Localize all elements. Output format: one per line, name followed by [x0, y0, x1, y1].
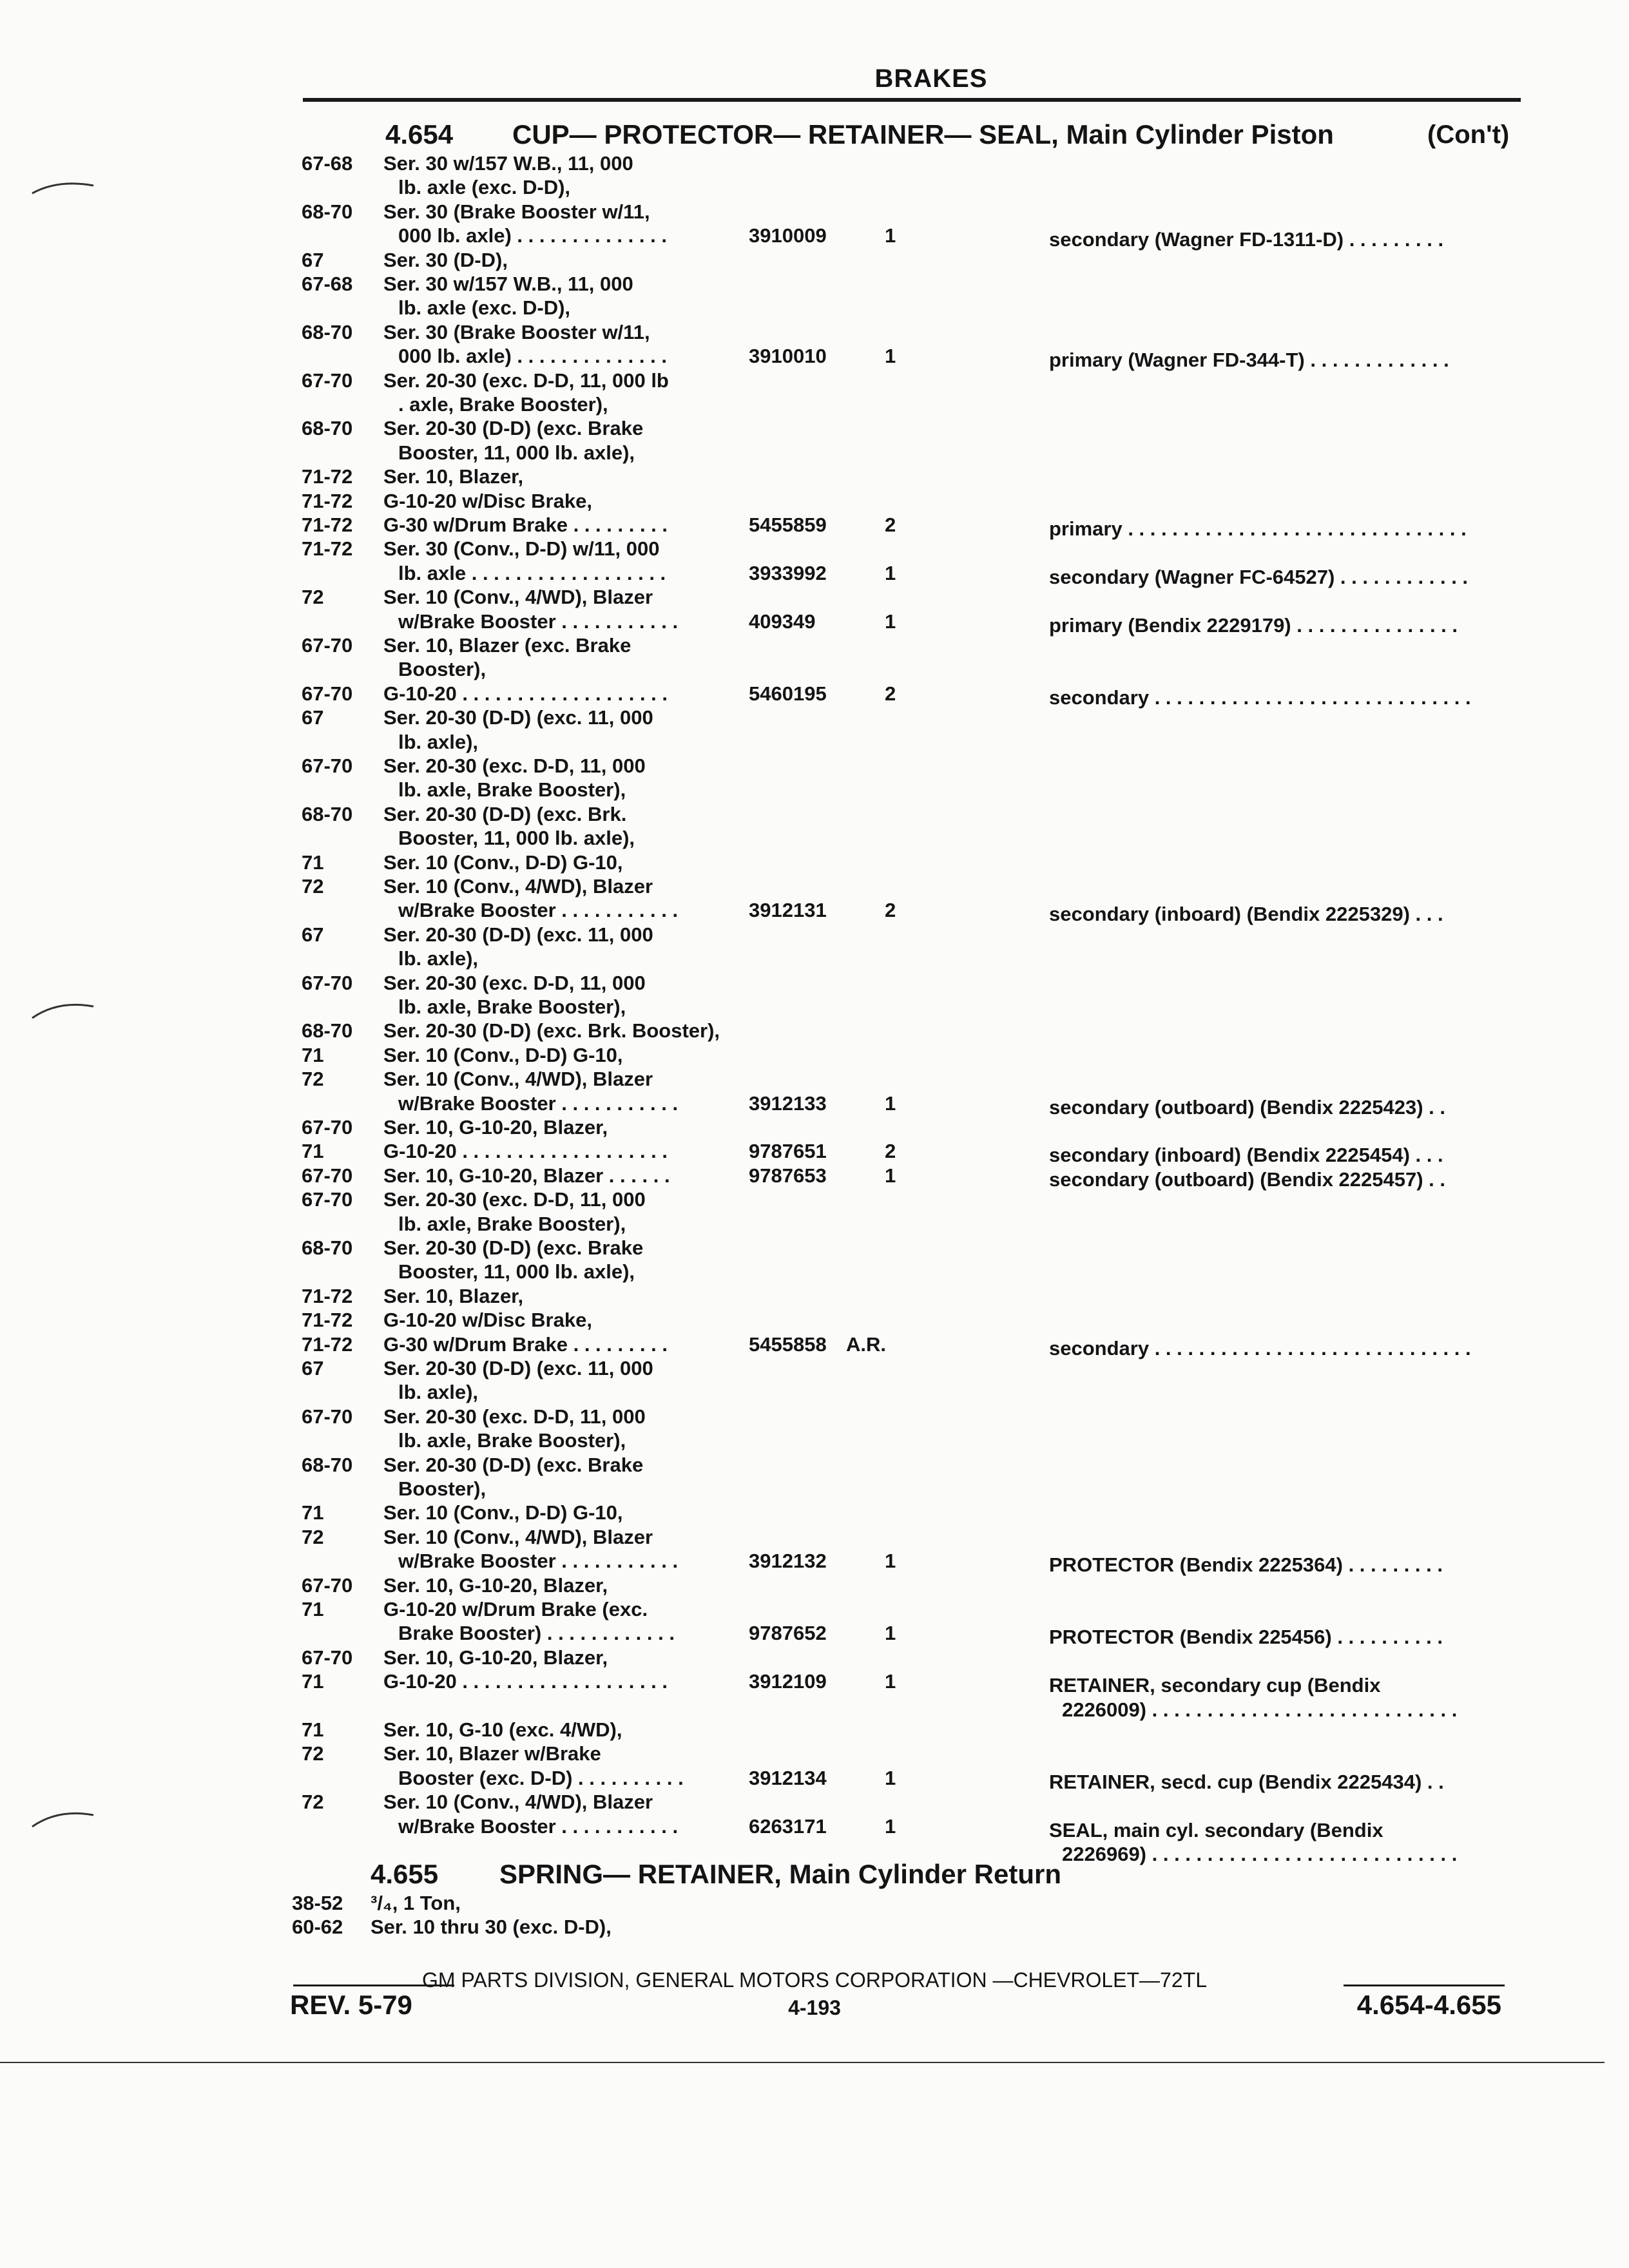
year-range: 71-72 — [302, 1284, 353, 1307]
application-description: . axle, Brake Booster), — [398, 393, 608, 416]
section-title: CUP— PROTECTOR— RETAINER— SEAL, Main Cylinder Piston — [512, 119, 1334, 149]
part-number: 5455858 — [749, 1332, 827, 1356]
application-description: G-30 w/Drum Brake . . . . . . . . . — [383, 514, 668, 536]
year-range: 67-70 — [302, 1405, 353, 1428]
part-number: 5460195 — [749, 682, 827, 705]
section2-number: 4.655 — [371, 1859, 439, 1889]
quantity: 1 — [885, 224, 896, 247]
application-description: Ser. 20-30 (D-D) (exc. Brk. — [383, 802, 627, 825]
part-description: primary (Wagner FD-344-T) . . . . . . . . . . . . . — [1049, 349, 1449, 372]
application-description: Ser. 20-30 (D-D) (exc. 11, 000 — [383, 706, 653, 729]
application-description: Ser. 30 (Brake Booster w/11, — [383, 320, 650, 343]
part-description: secondary . . . . . . . . . . . . . . . . . . . . . . . . . . . . . — [1049, 1336, 1471, 1360]
page-header-title: BRAKES — [874, 64, 988, 93]
part-number: 3912134 — [749, 1766, 827, 1789]
application-description: G-10-20 . . . . . . . . . . . . . . . . . . . — [383, 682, 668, 705]
application-description: Ser. 10, G-10-20, Blazer, — [383, 1116, 608, 1139]
application-description: lb. axle), — [398, 730, 479, 753]
application-description: G-10-20 . . . . . . . . . . . . . . . . . . . — [383, 1670, 668, 1693]
quantity: 1 — [885, 345, 896, 368]
year-range: 72 — [302, 875, 324, 898]
year-range: 67 — [302, 248, 324, 271]
application-description: lb. axle), — [398, 947, 479, 970]
quantity: 2 — [885, 514, 896, 536]
year-range: 72 — [302, 1791, 324, 1814]
footer-page-number: 4-193 — [788, 1996, 841, 2019]
part-number: 3912132 — [749, 1550, 827, 1573]
part-number: 9787651 — [749, 1140, 827, 1163]
year-range: 67-70 — [302, 682, 353, 705]
quantity: 1 — [885, 1550, 896, 1573]
year-range: 71 — [302, 1043, 324, 1066]
year-range: 67 — [302, 923, 324, 946]
part-number: 3912131 — [749, 899, 827, 922]
year-range: 71 — [302, 1598, 324, 1620]
quantity: 1 — [885, 1766, 896, 1789]
part-description: secondary (outboard) (Bendix 2225457) . . — [1049, 1168, 1446, 1191]
year-range: 71-72 — [302, 465, 353, 488]
application-description: ³/₄, 1 Ton, — [371, 1892, 461, 1914]
quantity: 1 — [885, 1091, 896, 1115]
binder-hole-mark — [26, 174, 103, 213]
year-range: 67-70 — [302, 1116, 353, 1139]
application-description: Ser. 20-30 (exc. D-D, 11, 000 — [383, 754, 646, 777]
year-range: 68-70 — [302, 1453, 353, 1476]
part-number: 9787652 — [749, 1622, 827, 1645]
application-description: Ser. 10 (Conv., 4/WD), Blazer — [383, 1791, 653, 1814]
year-range: 71 — [302, 1670, 324, 1693]
application-description: Ser. 10, G-10-20, Blazer . . . . . . — [383, 1164, 670, 1187]
part-description: RETAINER, secd. cup (Bendix 2225434) . . — [1049, 1770, 1444, 1793]
year-range: 71 — [302, 1140, 324, 1163]
part-number: 9787653 — [749, 1164, 827, 1187]
application-description: Ser. 30 w/157 W.B., 11, 000 — [383, 273, 633, 295]
application-description: w/Brake Booster . . . . . . . . . . . — [398, 610, 679, 633]
application-description: lb. axle, Brake Booster), — [398, 1212, 626, 1235]
footer-rule-right — [1344, 1984, 1505, 1986]
year-range: 68-70 — [302, 1236, 353, 1259]
section2-title: SPRING— RETAINER, Main Cylinder Return — [499, 1859, 1061, 1889]
application-description: lb. axle . . . . . . . . . . . . . . . . . . — [398, 561, 666, 584]
part-number: 409349 — [749, 610, 816, 633]
part-description: PROTECTOR (Bendix 2225364) . . . . . . . . . — [1049, 1553, 1443, 1577]
year-range: 67-68 — [302, 152, 353, 175]
application-description: Booster, 11, 000 lb. axle), — [398, 827, 635, 850]
footer-publisher: GM PARTS DIVISION, GENERAL MOTORS CORPORATION —CHEVROLET—72TL — [422, 1968, 1207, 1992]
part-number: 3910009 — [749, 224, 827, 247]
application-description: Ser. 30 w/157 W.B., 11, 000 — [383, 152, 633, 175]
application-description: Booster, 11, 000 lb. axle), — [398, 441, 635, 464]
year-range: 60-62 — [292, 1916, 343, 1939]
year-range: 68-70 — [302, 1019, 353, 1043]
application-description: Ser. 20-30 (D-D) (exc. 11, 000 — [383, 923, 653, 946]
application-description: Ser. 10, Blazer w/Brake — [383, 1742, 601, 1765]
binder-hole-mark — [26, 992, 103, 1031]
part-description: secondary (inboard) (Bendix 2225329) . . . — [1049, 903, 1443, 926]
header-rule — [303, 98, 1521, 102]
year-range: 68-70 — [302, 417, 353, 440]
application-description: w/Brake Booster . . . . . . . . . . . — [398, 1550, 679, 1573]
year-range: 71-72 — [302, 1309, 353, 1332]
year-range: 67-70 — [302, 369, 353, 392]
application-description: Ser. 10, G-10 (exc. 4/WD), — [383, 1718, 622, 1741]
part-description: secondary (outboard) (Bendix 2225423) . . — [1049, 1095, 1446, 1119]
part-description: 2226969) . . . . . . . . . . . . . . . . . . . . . . . . . . . . — [1062, 1843, 1458, 1865]
application-description: G-30 w/Drum Brake . . . . . . . . . — [383, 1332, 668, 1356]
part-description: RETAINER, secondary cup (Bendix — [1049, 1674, 1381, 1697]
quantity: 2 — [885, 682, 896, 705]
quantity: 1 — [885, 561, 896, 584]
part-number: 3910010 — [749, 345, 827, 368]
quantity: 2 — [885, 899, 896, 922]
application-description: Ser. 20-30 (exc. D-D, 11, 000 — [383, 971, 646, 994]
application-description: Ser. 10, G-10-20, Blazer, — [383, 1646, 608, 1669]
year-range: 67-70 — [302, 971, 353, 994]
quantity: 1 — [885, 1164, 896, 1187]
application-description: Brake Booster) . . . . . . . . . . . . — [398, 1622, 675, 1645]
application-description: Booster), — [398, 1477, 487, 1500]
year-range: 67-70 — [302, 754, 353, 777]
footer-section-range: 4.654-4.655 — [1356, 1990, 1501, 2020]
application-description: Ser. 20-30 (D-D) (exc. Brk. Booster), — [383, 1019, 720, 1043]
quantity: 1 — [885, 1670, 896, 1693]
application-description: Booster), — [398, 658, 487, 681]
year-range: 72 — [302, 1068, 324, 1091]
application-description: Ser. 10 (Conv., D-D) G-10, — [383, 1501, 623, 1524]
application-description: Ser. 20-30 (exc. D-D, 11, 000 — [383, 1188, 646, 1211]
application-description: Ser. 10, Blazer (exc. Brake — [383, 634, 631, 657]
application-description: Ser. 10 (Conv., 4/WD), Blazer — [383, 875, 653, 898]
part-description: PROTECTOR (Bendix 225456) . . . . . . . . . . — [1049, 1626, 1443, 1649]
application-description: Ser. 10 (Conv., D-D) G-10, — [383, 850, 623, 874]
application-description: lb. axle, Brake Booster), — [398, 995, 626, 1018]
application-description: Ser. 10 (Conv., D-D) G-10, — [383, 1043, 623, 1066]
year-range: 67-70 — [302, 1188, 353, 1211]
part-number: 6263171 — [749, 1814, 827, 1838]
year-range: 68-70 — [302, 320, 353, 343]
year-range: 67-70 — [302, 1573, 353, 1597]
application-description: Ser. 20-30 (exc. D-D, 11, 000 lb — [383, 369, 669, 392]
part-description: SEAL, main cyl. secondary (Bendix — [1049, 1818, 1383, 1841]
application-description: w/Brake Booster . . . . . . . . . . . — [398, 1814, 679, 1838]
application-description: 000 lb. axle) . . . . . . . . . . . . . . — [398, 345, 667, 368]
year-range: 72 — [302, 1525, 324, 1548]
year-range: 68-70 — [302, 200, 353, 223]
year-range: 71 — [302, 850, 324, 874]
application-description: Ser. 10 thru 30 (exc. D-D), — [371, 1916, 612, 1939]
application-description: Ser. 10, Blazer, — [383, 465, 524, 488]
application-description: Ser. 30 (Brake Booster w/11, — [383, 200, 650, 223]
application-description: Ser. 20-30 (exc. D-D, 11, 000 — [383, 1405, 646, 1428]
quantity: A.R. — [846, 1332, 886, 1356]
year-range: 67-70 — [302, 1646, 353, 1669]
part-number: 3912109 — [749, 1670, 827, 1693]
application-description: Ser. 20-30 (D-D) (exc. 11, 000 — [383, 1357, 653, 1379]
part-description: primary (Bendix 2229179) . . . . . . . . . . . . . . . — [1049, 613, 1458, 637]
part-number: 5455859 — [749, 514, 827, 536]
year-range: 71-72 — [302, 1332, 353, 1356]
year-range: 68-70 — [302, 802, 353, 825]
application-description: G-10-20 w/Disc Brake, — [383, 1309, 592, 1332]
footer-revision: REV. 5-79 — [290, 1990, 412, 2020]
application-description: lb. axle, Brake Booster), — [398, 778, 626, 802]
year-range: 67 — [302, 706, 324, 729]
application-description: G-10-20 w/Drum Brake (exc. — [383, 1598, 648, 1620]
year-range: 71 — [302, 1501, 324, 1524]
year-range: 72 — [302, 1742, 324, 1765]
bottom-scan-rule — [0, 2062, 1605, 2063]
application-description: Ser. 30 (D-D), — [383, 248, 508, 271]
application-description: Ser. 10 (Conv., 4/WD), Blazer — [383, 586, 653, 609]
application-description: lb. axle, Brake Booster), — [398, 1429, 626, 1452]
section-number: 4.654 — [385, 119, 454, 149]
application-description: G-10-20 . . . . . . . . . . . . . . . . . . . — [383, 1140, 668, 1163]
section-continued-label: (Con't) — [1427, 120, 1510, 149]
application-description: Ser. 20-30 (D-D) (exc. Brake — [383, 417, 644, 440]
part-description: primary . . . . . . . . . . . . . . . . . . . . . . . . . . . . . . . — [1049, 517, 1467, 540]
year-range: 67-68 — [302, 273, 353, 295]
application-description: lb. axle (exc. D-D), — [398, 176, 571, 199]
application-description: Booster (exc. D-D) . . . . . . . . . . — [398, 1766, 684, 1789]
application-description: Ser. 20-30 (D-D) (exc. Brake — [383, 1453, 644, 1476]
year-range: 72 — [302, 586, 324, 609]
quantity: 2 — [885, 1140, 896, 1163]
application-description: Ser. 10 (Conv., 4/WD), Blazer — [383, 1525, 653, 1548]
part-description: secondary (Wagner FD-1311-D) . . . . . . . . . — [1049, 228, 1444, 251]
quantity: 1 — [885, 610, 896, 633]
year-range: 38-52 — [292, 1892, 343, 1914]
year-range: 67 — [302, 1357, 324, 1379]
binder-hole-mark — [26, 1801, 103, 1840]
part-description: 2226009) . . . . . . . . . . . . . . . . . . . . . . . . . . . . — [1062, 1698, 1458, 1721]
year-range: 71-72 — [302, 489, 353, 512]
application-description: G-10-20 w/Disc Brake, — [383, 489, 592, 512]
year-range: 71 — [302, 1718, 324, 1741]
part-description: secondary (Wagner FC-64527) . . . . . . . . . . . . — [1049, 565, 1469, 588]
part-number: 3912133 — [749, 1091, 827, 1115]
year-range: 71-72 — [302, 514, 353, 536]
application-description: Ser. 30 (Conv., D-D) w/11, 000 — [383, 537, 660, 561]
application-description: lb. axle (exc. D-D), — [398, 296, 571, 320]
part-number: 3933992 — [749, 561, 827, 584]
year-range: 67-70 — [302, 634, 353, 657]
application-description: Ser. 20-30 (D-D) (exc. Brake — [383, 1236, 644, 1259]
application-description: Ser. 10, G-10-20, Blazer, — [383, 1573, 608, 1597]
year-range: 71-72 — [302, 537, 353, 561]
application-description: 000 lb. axle) . . . . . . . . . . . . . . — [398, 224, 667, 247]
quantity: 1 — [885, 1814, 896, 1838]
application-description: lb. axle), — [398, 1381, 479, 1404]
application-description: Ser. 10 (Conv., 4/WD), Blazer — [383, 1068, 653, 1091]
part-description: secondary . . . . . . . . . . . . . . . . . . . . . . . . . . . . . — [1049, 686, 1471, 709]
application-description: w/Brake Booster . . . . . . . . . . . — [398, 899, 679, 922]
application-description: Booster, 11, 000 lb. axle), — [398, 1260, 635, 1283]
quantity: 1 — [885, 1622, 896, 1645]
application-description: w/Brake Booster . . . . . . . . . . . — [398, 1091, 679, 1115]
year-range: 67-70 — [302, 1164, 353, 1187]
part-description: secondary (inboard) (Bendix 2225454) . . . — [1049, 1144, 1443, 1167]
application-description: Ser. 10, Blazer, — [383, 1284, 524, 1307]
